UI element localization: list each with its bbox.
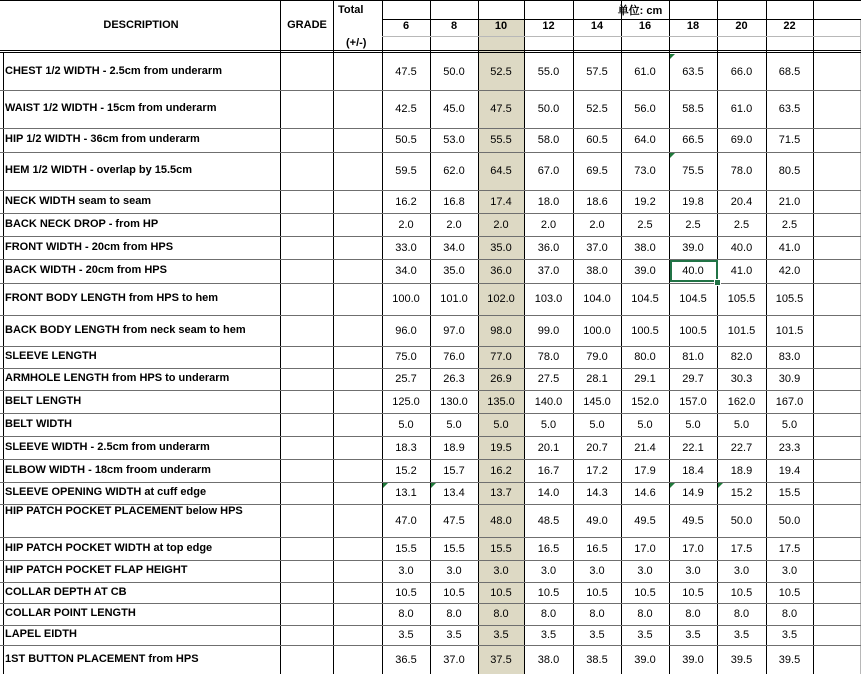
- size-8-value[interactable]: 53.0: [443, 134, 465, 146]
- size-18-value[interactable]: 39.0: [682, 242, 704, 254]
- size-6-value[interactable]: 47.5: [395, 66, 417, 78]
- size-14-value[interactable]: 60.5: [586, 134, 608, 146]
- size-12-value[interactable]: 16.7: [537, 465, 560, 477]
- size-12-value[interactable]: 58.0: [537, 134, 560, 146]
- note-marker-icon: [670, 54, 675, 59]
- row-description: FRONT WIDTH - 20cm from HPS: [5, 241, 174, 253]
- size-18-value[interactable]: 58.5: [682, 103, 704, 115]
- size-16-value[interactable]: 3.0: [637, 565, 653, 577]
- size-16-value[interactable]: 39.0: [634, 265, 656, 277]
- size-header-8: 8: [450, 20, 458, 32]
- row-description: COLLAR POINT LENGTH: [5, 607, 136, 619]
- grid-vline: [280, 0, 281, 674]
- size-20-value[interactable]: 3.5: [733, 629, 750, 641]
- size-6-value[interactable]: 18.3: [395, 442, 417, 454]
- size-22-value[interactable]: 167.0: [775, 396, 804, 408]
- size-18-value[interactable]: 10.5: [682, 587, 704, 599]
- selected-cell-border[interactable]: [670, 260, 718, 282]
- size-12-value[interactable]: 103.0: [534, 293, 563, 305]
- size-10-value[interactable]: 48.0: [490, 515, 512, 527]
- grid-hline: [0, 190, 861, 191]
- size-18-value[interactable]: 8.0: [685, 608, 701, 620]
- size-22-value[interactable]: 50.0: [778, 515, 801, 527]
- size-header-16: 16: [638, 20, 652, 32]
- size-16-value[interactable]: 152.0: [631, 396, 659, 408]
- size-18-value[interactable]: 49.5: [682, 515, 704, 527]
- size-14-value[interactable]: 17.2: [586, 465, 608, 477]
- size-20-value[interactable]: 10.5: [730, 587, 753, 599]
- size-12-value[interactable]: 14.0: [537, 487, 560, 499]
- row-description: BACK BODY LENGTH from neck seam to hem: [5, 324, 246, 336]
- size-14-value[interactable]: 18.6: [586, 196, 608, 208]
- size-16-value[interactable]: 56.0: [634, 103, 656, 115]
- size-18-value[interactable]: 157.0: [679, 396, 707, 408]
- size-22-value[interactable]: 68.5: [778, 66, 801, 78]
- size-10-value[interactable]: 8.0: [493, 608, 509, 620]
- size-20-value[interactable]: 66.0: [730, 66, 753, 78]
- grid-hline: [0, 390, 861, 391]
- size-6-value[interactable]: 125.0: [392, 396, 420, 408]
- grid-hline: [0, 213, 861, 214]
- size-18-value[interactable]: 100.5: [679, 325, 707, 337]
- size-20-value[interactable]: 8.0: [733, 608, 750, 620]
- size-header-20: 20: [735, 20, 748, 32]
- size-8-value[interactable]: 26.3: [443, 373, 465, 385]
- size-22-value[interactable]: 2.5: [781, 219, 798, 231]
- size-14-value[interactable]: 145.0: [583, 396, 611, 408]
- size-10-value[interactable]: 3.0: [493, 565, 509, 577]
- size-10-value[interactable]: 98.0: [490, 325, 512, 337]
- size-8-value[interactable]: 37.0: [443, 654, 465, 666]
- size-22-value[interactable]: 21.0: [778, 196, 801, 208]
- size-14-value[interactable]: 100.0: [583, 325, 611, 337]
- size-18-value[interactable]: 40.0: [682, 265, 704, 277]
- size-14-value[interactable]: 37.0: [586, 242, 608, 254]
- size-8-value[interactable]: 8.0: [446, 608, 462, 620]
- size-8-value[interactable]: 35.0: [443, 265, 465, 277]
- size-6-value[interactable]: 10.5: [395, 587, 417, 599]
- size-12-value[interactable]: 16.5: [537, 543, 560, 555]
- size-16-value[interactable]: 8.0: [637, 608, 653, 620]
- size-6-value[interactable]: 2.0: [398, 219, 414, 231]
- size-8-value[interactable]: 5.0: [446, 419, 462, 431]
- size-header-12: 12: [542, 20, 555, 32]
- row-description: FRONT BODY LENGTH from HPS to hem: [5, 292, 219, 304]
- size-12-value[interactable]: 3.5: [540, 629, 557, 641]
- size-20-value[interactable]: 69.0: [730, 134, 753, 146]
- grid-vline: [3, 53, 4, 674]
- size-6-value[interactable]: 13.1: [395, 487, 417, 499]
- size-22-value[interactable]: 3.5: [781, 629, 798, 641]
- row-description: CHEST 1/2 WIDTH - 2.5cm from underarm: [5, 65, 222, 77]
- size-18-value[interactable]: 104.5: [679, 293, 707, 305]
- size-10-value[interactable]: 47.5: [490, 103, 512, 115]
- size-8-value[interactable]: 15.5: [443, 543, 465, 555]
- row-description: LAPEL EIDTH: [5, 628, 77, 640]
- size-16-value[interactable]: 17.9: [634, 465, 656, 477]
- size-10-value[interactable]: 135.0: [487, 396, 515, 408]
- size-18-value[interactable]: 19.8: [682, 196, 704, 208]
- size-10-value[interactable]: 102.0: [487, 293, 515, 305]
- size-22-value[interactable]: 101.5: [775, 325, 804, 337]
- row-description: WAIST 1/2 WIDTH - 15cm from underarm: [5, 102, 217, 114]
- size-16-value[interactable]: 19.2: [634, 196, 656, 208]
- size-14-value[interactable]: 57.5: [586, 66, 608, 78]
- size-18-value[interactable]: 29.7: [682, 373, 704, 385]
- row-description: HIP PATCH POCKET WIDTH at top edge: [5, 542, 213, 554]
- size-14-value[interactable]: 10.5: [586, 587, 608, 599]
- size-10-value[interactable]: 26.9: [490, 373, 512, 385]
- size-6-value[interactable]: 100.0: [392, 293, 420, 305]
- size-16-value[interactable]: 104.5: [631, 293, 659, 305]
- size-20-value[interactable]: 17.5: [730, 543, 753, 555]
- size-10-value[interactable]: 16.2: [490, 465, 512, 477]
- grid-hline: [0, 236, 861, 237]
- size-10-value[interactable]: 37.5: [490, 654, 512, 666]
- size-16-value[interactable]: 73.0: [634, 165, 656, 177]
- row-description: BELT LENGTH: [5, 395, 82, 407]
- row-description: BACK WIDTH - 20cm from HPS: [5, 264, 167, 276]
- size-18-value[interactable]: 17.0: [682, 543, 704, 555]
- size-22-value[interactable]: 15.5: [778, 487, 801, 499]
- size-22-value[interactable]: 42.0: [778, 265, 801, 277]
- size-22-value[interactable]: 63.5: [778, 103, 801, 115]
- row-description: HIP PATCH POCKET PLACEMENT below HPS: [5, 505, 243, 517]
- size-8-value[interactable]: 34.0: [443, 242, 465, 254]
- size-8-value[interactable]: 62.0: [443, 165, 465, 177]
- grid-hline: [382, 36, 861, 37]
- size-20-value[interactable]: 61.0: [730, 103, 753, 115]
- size-16-value[interactable]: 49.5: [634, 515, 656, 527]
- grid-vline: [333, 0, 334, 674]
- size-20-value[interactable]: 20.4: [730, 196, 753, 208]
- size-14-value[interactable]: 79.0: [586, 351, 608, 363]
- size-18-value[interactable]: 81.0: [682, 351, 704, 363]
- grid-hline: [0, 346, 861, 347]
- grid-hline: [0, 603, 861, 604]
- size-14-value[interactable]: 16.5: [586, 543, 608, 555]
- size-20-value[interactable]: 18.9: [730, 465, 753, 477]
- size-6-value[interactable]: 36.5: [395, 654, 417, 666]
- size-20-value[interactable]: 78.0: [730, 165, 753, 177]
- size-8-value[interactable]: 16.8: [443, 196, 465, 208]
- size-20-value[interactable]: 22.7: [730, 442, 753, 454]
- header-grade: GRADE: [287, 19, 327, 31]
- size-10-value[interactable]: 13.7: [490, 487, 512, 499]
- grid-hline: [0, 436, 861, 437]
- note-marker-icon: [718, 483, 723, 488]
- size-12-value[interactable]: 50.0: [537, 103, 560, 115]
- size-12-value[interactable]: 18.0: [537, 196, 560, 208]
- size-8-value[interactable]: 3.5: [446, 629, 462, 641]
- size-12-value[interactable]: 55.0: [537, 66, 560, 78]
- grid-hline: [0, 0, 861, 1]
- row-description: COLLAR DEPTH AT CB: [5, 586, 127, 598]
- size-22-value[interactable]: 3.0: [781, 565, 798, 577]
- size-16-value[interactable]: 14.6: [634, 487, 656, 499]
- row-description: ELBOW WIDTH - 18cm froom underarm: [5, 464, 211, 476]
- size-20-value[interactable]: 162.0: [727, 396, 756, 408]
- size-6-value[interactable]: 96.0: [395, 325, 417, 337]
- size-12-value[interactable]: 36.0: [537, 242, 560, 254]
- size-6-value[interactable]: 42.5: [395, 103, 417, 115]
- size-14-value[interactable]: 5.0: [589, 419, 605, 431]
- size-12-value[interactable]: 67.0: [537, 165, 560, 177]
- grid-vline: [813, 0, 814, 674]
- header-unit: 单位: cm: [617, 5, 663, 17]
- size-10-value[interactable]: 15.5: [490, 543, 512, 555]
- row-description: SLEEVE OPENING WIDTH at cuff edge: [5, 486, 207, 498]
- size-22-value[interactable]: 10.5: [778, 587, 801, 599]
- size-12-value[interactable]: 8.0: [540, 608, 557, 620]
- grid-hline: [0, 537, 861, 538]
- note-marker-icon: [431, 483, 436, 488]
- size-header-18: 18: [686, 20, 700, 32]
- size-22-value[interactable]: 39.5: [778, 654, 801, 666]
- size-6-value[interactable]: 50.5: [395, 134, 417, 146]
- row-description: HEM 1/2 WIDTH - overlap by 15.5cm: [5, 164, 193, 176]
- size-8-value[interactable]: 76.0: [443, 351, 465, 363]
- size-20-value[interactable]: 82.0: [730, 351, 753, 363]
- size-18-value[interactable]: 66.5: [682, 134, 704, 146]
- row-description: ARMHOLE LENGTH from HPS to underarm: [5, 372, 230, 384]
- size-14-value[interactable]: 2.0: [589, 219, 605, 231]
- size-22-value[interactable]: 17.5: [778, 543, 801, 555]
- grid-hline: [0, 625, 861, 626]
- size-header-6: 6: [402, 20, 410, 32]
- size-10-value[interactable]: 36.0: [490, 265, 512, 277]
- size-10-value[interactable]: 19.5: [490, 442, 512, 454]
- size-8-value[interactable]: 13.4: [443, 487, 465, 499]
- size-6-value[interactable]: 47.0: [395, 515, 417, 527]
- size-20-value[interactable]: 3.0: [733, 565, 750, 577]
- note-marker-icon: [670, 153, 675, 158]
- size-14-value[interactable]: 69.5: [586, 165, 608, 177]
- grid-hline: [0, 582, 861, 583]
- size-12-value[interactable]: 37.0: [537, 265, 560, 277]
- size-20-value[interactable]: 5.0: [733, 419, 750, 431]
- size-20-value[interactable]: 2.5: [733, 219, 750, 231]
- size-10-value[interactable]: 55.5: [490, 134, 512, 146]
- size-16-value[interactable]: 61.0: [634, 66, 656, 78]
- header-description: DESCRIPTION: [103, 19, 179, 31]
- size-18-value[interactable]: 2.5: [685, 219, 701, 231]
- size-6-value[interactable]: 33.0: [395, 242, 417, 254]
- size-14-value[interactable]: 49.0: [586, 515, 608, 527]
- size-18-value[interactable]: 39.0: [682, 654, 704, 666]
- header-total: Total: [338, 4, 364, 16]
- grid-hline: [0, 315, 861, 316]
- size-16-value[interactable]: 5.0: [637, 419, 653, 431]
- size-14-value[interactable]: 8.0: [589, 608, 605, 620]
- size-8-value[interactable]: 2.0: [446, 219, 462, 231]
- size-6-value[interactable]: 16.2: [395, 196, 417, 208]
- size-22-value[interactable]: 83.0: [778, 351, 801, 363]
- size-6-value[interactable]: 15.2: [395, 465, 417, 477]
- size-10-value[interactable]: 64.5: [490, 165, 512, 177]
- size-16-value[interactable]: 100.5: [631, 325, 659, 337]
- size-8-value[interactable]: 97.0: [443, 325, 465, 337]
- size-20-value[interactable]: 50.0: [730, 515, 753, 527]
- size-12-value[interactable]: 48.5: [537, 515, 560, 527]
- row-description: NECK WIDTH seam to seam: [5, 195, 152, 207]
- size-10-value[interactable]: 35.0: [490, 242, 512, 254]
- grid-hline: [0, 90, 861, 91]
- size-22-value[interactable]: 80.5: [778, 165, 801, 177]
- row-description: SLEEVE LENGTH: [5, 350, 97, 362]
- size-header-10: 10: [494, 20, 508, 32]
- size-8-value[interactable]: 130.0: [440, 396, 468, 408]
- size-16-value[interactable]: 64.0: [634, 134, 656, 146]
- size-8-value[interactable]: 50.0: [443, 66, 465, 78]
- size-18-value[interactable]: 5.0: [685, 419, 701, 431]
- grid-hline: [0, 560, 861, 561]
- size-16-value[interactable]: 39.0: [634, 654, 656, 666]
- size-6-value[interactable]: 34.0: [395, 265, 417, 277]
- size-20-value[interactable]: 39.5: [730, 654, 753, 666]
- row-description: HIP 1/2 WIDTH - 36cm from underarm: [5, 133, 200, 145]
- size-header-14: 14: [590, 20, 604, 32]
- size-20-value[interactable]: 105.5: [727, 293, 756, 305]
- grid-hline: [0, 645, 861, 646]
- row-description: BACK NECK DROP - from HP: [5, 218, 159, 230]
- size-14-value[interactable]: 104.0: [583, 293, 611, 305]
- size-6-value[interactable]: 75.0: [395, 351, 417, 363]
- row-description: SLEEVE WIDTH - 2.5cm from underarm: [5, 441, 210, 453]
- size-16-value[interactable]: 38.0: [634, 242, 656, 254]
- size-12-value[interactable]: 27.5: [537, 373, 560, 385]
- size-16-value[interactable]: 2.5: [637, 219, 653, 231]
- size-22-value[interactable]: 71.5: [778, 134, 801, 146]
- size-22-value[interactable]: 105.5: [775, 293, 804, 305]
- size-18-value[interactable]: 22.1: [682, 442, 704, 454]
- size-8-value[interactable]: 3.0: [446, 565, 462, 577]
- size-16-value[interactable]: 29.1: [634, 373, 656, 385]
- size-6-value[interactable]: 3.0: [398, 565, 414, 577]
- size-14-value[interactable]: 38.5: [586, 654, 608, 666]
- size-10-value[interactable]: 52.5: [490, 66, 512, 78]
- size-22-value[interactable]: 41.0: [778, 242, 801, 254]
- size-16-value[interactable]: 3.5: [637, 629, 653, 641]
- grid-hline: [0, 152, 861, 153]
- size-12-value[interactable]: 10.5: [537, 587, 560, 599]
- size-16-value[interactable]: 17.0: [634, 543, 656, 555]
- size-16-value[interactable]: 21.4: [634, 442, 656, 454]
- size-20-value[interactable]: 101.5: [727, 325, 756, 337]
- size-14-value[interactable]: 3.0: [589, 565, 605, 577]
- size-header-22: 22: [783, 20, 796, 32]
- grid-hline: [0, 283, 861, 284]
- size-8-value[interactable]: 45.0: [443, 103, 465, 115]
- size-10-value[interactable]: 3.5: [493, 629, 509, 641]
- size-18-value[interactable]: 14.9: [682, 487, 704, 499]
- size-6-value[interactable]: 59.5: [395, 165, 417, 177]
- size-22-value[interactable]: 30.9: [778, 373, 801, 385]
- size-22-value[interactable]: 5.0: [781, 419, 798, 431]
- size-12-value[interactable]: 38.0: [537, 654, 560, 666]
- size-14-value[interactable]: 3.5: [589, 629, 605, 641]
- size-20-value[interactable]: 40.0: [730, 242, 753, 254]
- grid-hline: [0, 413, 861, 414]
- size-10-value[interactable]: 2.0: [493, 219, 509, 231]
- size-6-value[interactable]: 5.0: [398, 419, 414, 431]
- size-22-value[interactable]: 19.4: [778, 465, 801, 477]
- size-22-value[interactable]: 8.0: [781, 608, 798, 620]
- size-14-value[interactable]: 14.3: [586, 487, 608, 499]
- size-6-value[interactable]: 25.7: [395, 373, 417, 385]
- size-18-value[interactable]: 3.0: [685, 565, 701, 577]
- size-6-value[interactable]: 3.5: [398, 629, 414, 641]
- size-8-value[interactable]: 18.9: [443, 442, 465, 454]
- size-8-value[interactable]: 101.0: [440, 293, 468, 305]
- size-20-value[interactable]: 15.2: [730, 487, 753, 499]
- size-18-value[interactable]: 3.5: [685, 629, 701, 641]
- size-18-value[interactable]: 18.4: [682, 465, 704, 477]
- size-14-value[interactable]: 28.1: [586, 373, 608, 385]
- header-tolerance: (+/-): [346, 37, 367, 49]
- size-12-value[interactable]: 99.0: [537, 325, 560, 337]
- size-10-value[interactable]: 5.0: [493, 419, 509, 431]
- grid-hline: [0, 368, 861, 369]
- grid-hline: [0, 459, 861, 460]
- note-marker-icon: [383, 483, 388, 488]
- grid-hline: [0, 259, 861, 260]
- size-10-value[interactable]: 10.5: [490, 587, 512, 599]
- note-marker-icon: [670, 483, 675, 488]
- size-22-value[interactable]: 23.3: [778, 442, 801, 454]
- size-20-value[interactable]: 30.3: [730, 373, 753, 385]
- size-12-value[interactable]: 140.0: [534, 396, 563, 408]
- row-description: 1ST BUTTON PLACEMENT from HPS: [5, 653, 199, 665]
- size-8-value[interactable]: 10.5: [443, 587, 465, 599]
- size-10-value[interactable]: 77.0: [490, 351, 512, 363]
- row-description: BELT WIDTH: [5, 418, 73, 430]
- size-12-value[interactable]: 5.0: [540, 419, 557, 431]
- grid-hline: [0, 128, 861, 129]
- size-8-value[interactable]: 47.5: [443, 515, 465, 527]
- grid-hline: [0, 50, 861, 53]
- size-12-value[interactable]: 78.0: [537, 351, 560, 363]
- size-18-value[interactable]: 75.5: [682, 165, 704, 177]
- size-6-value[interactable]: 8.0: [398, 608, 414, 620]
- size-14-value[interactable]: 52.5: [586, 103, 608, 115]
- size-10-value[interactable]: 17.4: [490, 196, 512, 208]
- size-6-value[interactable]: 15.5: [395, 543, 417, 555]
- size-18-value[interactable]: 63.5: [682, 66, 704, 78]
- size-14-value[interactable]: 38.0: [586, 265, 608, 277]
- row-description: HIP PATCH POCKET FLAP HEIGHT: [5, 564, 188, 576]
- size-16-value[interactable]: 80.0: [634, 351, 656, 363]
- size-12-value[interactable]: 3.0: [540, 565, 557, 577]
- size-12-value[interactable]: 2.0: [540, 219, 557, 231]
- size-12-value[interactable]: 20.1: [537, 442, 560, 454]
- size-14-value[interactable]: 20.7: [586, 442, 608, 454]
- size-8-value[interactable]: 15.7: [443, 465, 465, 477]
- size-16-value[interactable]: 10.5: [634, 587, 656, 599]
- size-20-value[interactable]: 41.0: [730, 265, 753, 277]
- fill-handle[interactable]: [714, 279, 721, 286]
